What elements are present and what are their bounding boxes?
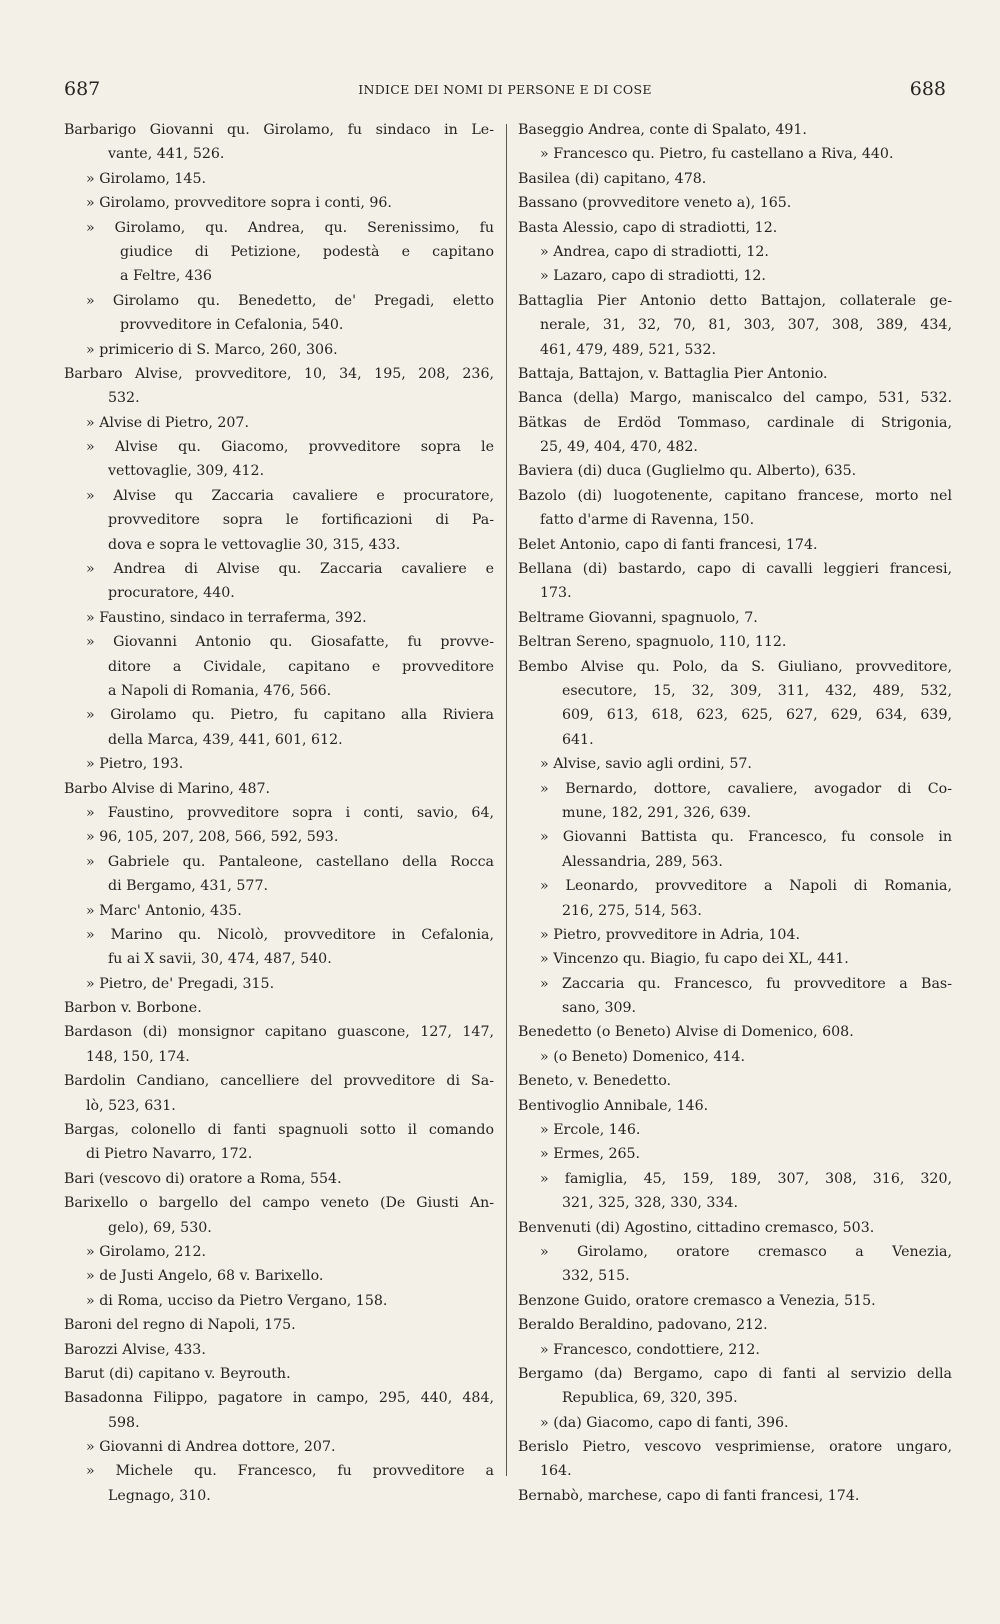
index-line: Benzone Guido, oratore cremasco a Venezia, 515. (518, 1292, 876, 1309)
index-line: » Francesco qu. Pietro, fu castellano a Riva, 440. (540, 146, 894, 163)
index-line: » Faustino, provveditore sopra i conti, savio, 64, (86, 804, 494, 821)
index-line: Basta Alessio, capo di stradiotti, 12. (518, 219, 778, 236)
index-line: fatto d'arme di Ravenna, 150. (540, 512, 755, 529)
index-line: Battaja, Battajon, v. Battaglia Pier Antonio. (518, 365, 828, 382)
index-line: » Girolamo, provveditore sopra i conti, 96. (86, 195, 392, 212)
index-line: Beneto, v. Benedetto. (518, 1073, 672, 1090)
index-line: Alessandria, 289, 563. (562, 853, 723, 870)
index-line: Bentivoglio Annibale, 146. (518, 1097, 709, 1114)
index-line: » di Roma, ucciso da Pietro Vergano, 158. (86, 1292, 388, 1309)
page-number-right: 688 (909, 78, 946, 100)
index-line: » Alvise di Pietro, 207. (86, 414, 249, 431)
index-line: » Giovanni Antonio qu. Giosafatte, fu provve- (86, 634, 494, 651)
index-line: » Francesco, condottiere, 212. (540, 1341, 760, 1358)
index-line: Battaglia Pier Antonio detto Battajon, collaterale ge- (518, 292, 952, 309)
left-column (64, 118, 494, 1508)
index-line: Belet Antonio, capo di fanti francesi, 174. (518, 536, 818, 553)
index-line: mune, 182, 291, 326, 639. (562, 804, 752, 821)
index-line: » Pietro, de' Pregadi, 315. (86, 975, 275, 992)
page-header (64, 78, 946, 108)
index-line: lò, 523, 631. (86, 1097, 176, 1114)
index-line: Bazolo (di) luogotenente, capitano francese, morto nel (518, 487, 952, 504)
index-line: » Faustino, sindaco in terraferma, 392. (86, 609, 367, 626)
index-line: Baseggio Andrea, conte di Spalato, 491. (518, 122, 807, 138)
index-line: 532. (108, 390, 140, 407)
index-line: Barbarigo Giovanni qu. Girolamo, fu sindaco in Le- (64, 122, 494, 138)
index-line: Barbo Alvise di Marino, 487. (64, 780, 271, 797)
index-line: » Vincenzo qu. Biagio, fu capo dei XL, 441. (540, 951, 849, 968)
index-line: 609, 613, 618, 623, 625, 627, 629, 634, 639, (562, 707, 952, 724)
index-line: Barbon v. Borbone. (64, 1000, 202, 1017)
index-line: Legnago, 310. (108, 1487, 211, 1504)
index-line: » primicerio di S. Marco, 260, 306. (86, 341, 338, 358)
index-line: 461, 479, 489, 521, 532. (540, 341, 716, 358)
index-line: » Marc' Antonio, 435. (86, 902, 242, 919)
index-line: dova e sopra le vettovaglie 30, 315, 433. (108, 536, 401, 553)
index-line: » Lazaro, capo di stradiotti, 12. (540, 268, 766, 285)
index-line: provveditore in Cefalonia, 540. (120, 317, 344, 334)
index-line: Barixello o bargello del campo veneto (De Giusti An- (64, 1195, 494, 1212)
index-line: Baroni del regno di Napoli, 175. (64, 1317, 296, 1334)
index-line: di Bergamo, 431, 577. (108, 878, 268, 895)
index-line: Basilea (di) capitano, 478. (518, 170, 707, 187)
index-line: sano, 309. (562, 1000, 637, 1017)
index-line: nerale, 31, 32, 70, 81, 303, 307, 308, 389, 434, (540, 317, 952, 334)
index-line: Beltrame Giovanni, spagnuolo, 7. (518, 609, 758, 626)
index-line: Barut (di) capitano v. Beyrouth. (64, 1365, 291, 1382)
index-line: Baviera (di) duca (Guglielmo qu. Alberto), 635. (518, 463, 857, 480)
index-line: » (da) Giacomo, capo di fanti, 396. (540, 1414, 789, 1431)
index-line: Bätkas de Erdöd Tommaso, cardinale di Strigonia, (518, 414, 952, 431)
index-line: » Andrea, capo di stradiotti, 12. (540, 243, 769, 260)
index-line: » famiglia, 45, 159, 189, 307, 308, 316, 320, (540, 1170, 952, 1187)
index-line: » Girolamo, 145. (86, 170, 206, 187)
index-line: » Leonardo, provveditore a Napoli di Romania, (540, 878, 952, 895)
index-line: giudice di Petizione, podestà e capitano (120, 243, 494, 260)
index-line: » Andrea di Alvise qu. Zaccaria cavaliere e (86, 561, 494, 578)
index-line: gelo), 69, 530. (108, 1219, 212, 1236)
index-line: Bardolin Candiano, cancelliere del provveditore di Sa- (64, 1073, 494, 1090)
index-line: procuratore, 440. (108, 585, 235, 602)
index-line: della Marca, 439, 441, 601, 612. (108, 731, 343, 748)
index-line: » Zaccaria qu. Francesco, fu provveditore a Bas- (540, 975, 952, 992)
index-line: Bargas, colonello di fanti spagnuoli sotto il comando (64, 1122, 494, 1139)
index-line: di Pietro Navarro, 172. (86, 1146, 253, 1163)
index-line: » Giovanni Battista qu. Francesco, fu console in (540, 829, 952, 846)
index-line: ditore a Cividale, capitano e provveditore (108, 658, 494, 675)
running-title: INDICE DEI NOMI DI PERSONE E DI COSE (358, 82, 652, 97)
index-line: » Girolamo qu. Benedetto, de' Pregadi, eletto (86, 292, 494, 309)
index-line: Basadonna Filippo, pagatore in campo, 295, 440, 484, (64, 1390, 494, 1407)
index-line: esecutore, 15, 32, 309, 311, 432, 489, 532, (562, 682, 952, 699)
index-line: » Girolamo, oratore cremasco a Venezia, (540, 1243, 952, 1260)
index-line: Beltran Sereno, spagnuolo, 110, 112. (518, 634, 787, 651)
index-line: » de Justi Angelo, 68 v. Barixello. (86, 1268, 324, 1285)
index-line: » Ermes, 265. (540, 1146, 641, 1163)
index-line: » Gabriele qu. Pantaleone, castellano della Rocca (86, 853, 494, 870)
index-line: Bernabò, marchese, capo di fanti francesi, 174. (518, 1487, 860, 1504)
index-line: » Pietro, provveditore in Adria, 104. (540, 926, 800, 943)
column-divider (506, 124, 507, 1476)
index-line: » Girolamo qu. Pietro, fu capitano alla Riviera (86, 707, 494, 724)
index-line: » Ercole, 146. (540, 1122, 641, 1139)
index-line: vante, 441, 526. (108, 146, 225, 163)
index-line: fu ai X savii, 30, 474, 487, 540. (108, 951, 332, 968)
index-line: » Alvise qu Zaccaria cavaliere e procuratore, (86, 487, 494, 504)
index-line: » (o Beneto) Domenico, 414. (540, 1048, 745, 1065)
index-line: Bardason (di) monsignor capitano guascone, 127, 147, (64, 1024, 494, 1041)
index-line: provveditore sopra le fortificazioni di Pa- (108, 512, 494, 529)
index-line: 598. (108, 1414, 140, 1431)
index-line: » Girolamo, qu. Andrea, qu. Serenissimo, fu (86, 219, 494, 236)
index-line: 173. (540, 585, 572, 602)
index-line: » Pietro, 193. (86, 756, 184, 773)
right-column (518, 118, 952, 1508)
index-line: Benedetto (o Beneto) Alvise di Domenico, 608. (518, 1024, 854, 1041)
index-line: » Alvise, savio agli ordini, 57. (540, 756, 752, 773)
index-line: 25, 49, 404, 470, 482. (540, 439, 698, 456)
index-line: vettovaglie, 309, 412. (108, 463, 265, 480)
index-line: Bassano (provveditore veneto a), 165. (518, 195, 792, 212)
index-line: » Bernardo, dottore, cavaliere, avogador di Co- (540, 780, 952, 797)
index-line: Bembo Alvise qu. Polo, da S. Giuliano, provveditore, (518, 658, 952, 675)
index-line: Barbaro Alvise, provveditore, 10, 34, 195, 208, 236, (64, 365, 494, 382)
index-line: » 96, 105, 207, 208, 566, 592, 593. (86, 829, 339, 846)
index-line: Republica, 69, 320, 395. (562, 1390, 738, 1407)
index-line: a Feltre, 436 (120, 268, 212, 285)
index-line: 164. (540, 1463, 572, 1480)
index-line: » Girolamo, 212. (86, 1243, 206, 1260)
index-line: a Napoli di Romania, 476, 566. (108, 682, 332, 699)
index-line: » Alvise qu. Giacomo, provveditore sopra le (86, 439, 494, 456)
index-line: 148, 150, 174. (86, 1048, 190, 1065)
index-line: Banca (della) Margo, maniscalco del campo, 531, 532. (518, 390, 952, 407)
index-line: 216, 275, 514, 563. (562, 902, 702, 919)
index-line: Berislo Pietro, vescovo vesprimiense, oratore ungaro, (518, 1439, 952, 1456)
page-number-left: 687 (64, 78, 101, 100)
index-line: Beraldo Beraldino, padovano, 212. (518, 1317, 768, 1334)
index-line: Bari (vescovo di) oratore a Roma, 554. (64, 1170, 342, 1187)
index-line: Bergamo (da) Bergamo, capo di fanti al servizio della (518, 1365, 952, 1382)
index-line: » Giovanni di Andrea dottore, 207. (86, 1439, 336, 1456)
index-line: Benvenuti (di) Agostino, cittadino cremasco, 503. (518, 1219, 875, 1236)
index-line: 332, 515. (562, 1268, 630, 1285)
index-line: Barozzi Alvise, 433. (64, 1341, 206, 1358)
index-line: 321, 325, 328, 330, 334. (562, 1195, 738, 1212)
index-line: 641. (562, 731, 594, 748)
index-line: » Marino qu. Nicolò, provveditore in Cefalonia, (86, 926, 494, 943)
index-line: » Michele qu. Francesco, fu provveditore a (86, 1463, 494, 1480)
index-line: Bellana (di) bastardo, capo di cavalli leggieri francesi, (518, 561, 952, 578)
